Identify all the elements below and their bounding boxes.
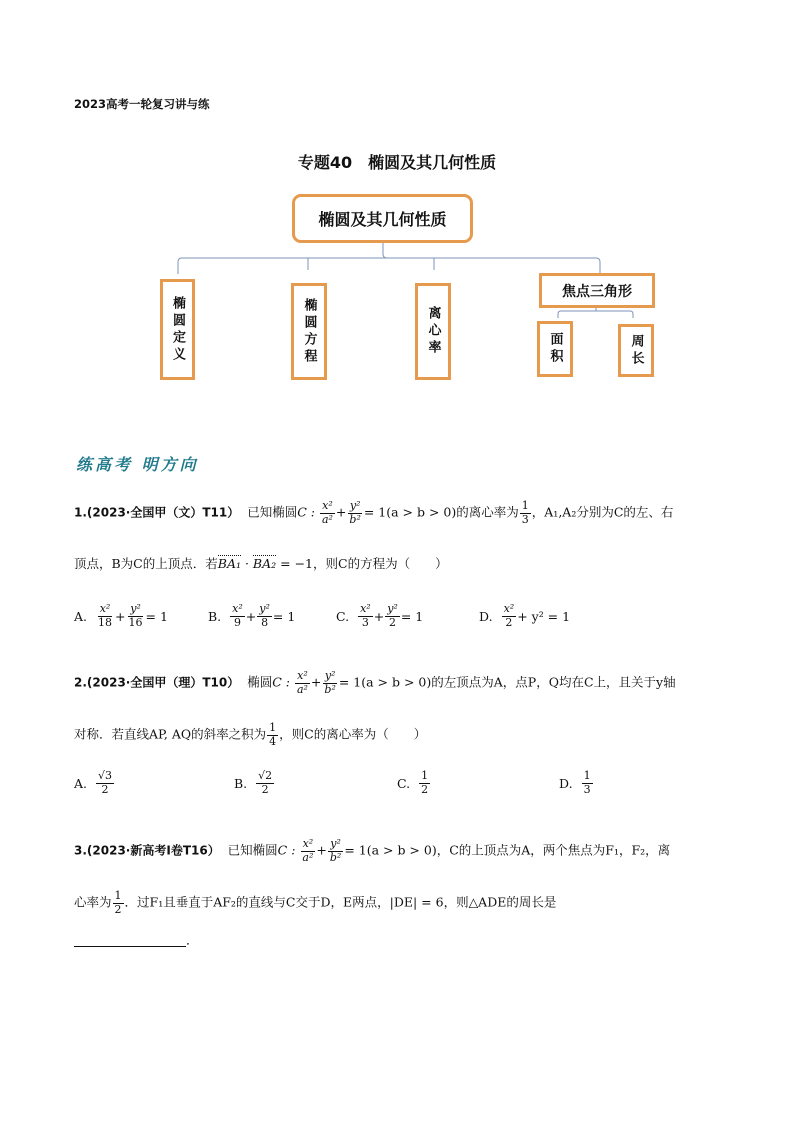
ellipse-tail: = 1(a > b > 0): [344, 842, 437, 858]
eccentricity-fraction: $\frac{1}{2}$: [114, 889, 122, 916]
section-heading: 练高考 明方向: [76, 455, 199, 474]
question-text: = −1，则C的方程为（ ）: [280, 556, 448, 571]
question-text: 的左顶点为A，点P，Q均在C上，且关于y轴: [431, 674, 676, 690]
question-text: 顶点，B为C的上顶点．若: [74, 556, 218, 571]
connector-bracket: [178, 258, 600, 274]
branch-label: 焦点三角形: [562, 283, 632, 300]
fraction: $\frac{\text{x²}}{\text{a²}}$: [302, 837, 314, 864]
question-tag: 1.(2023·全国甲（文）T11）: [74, 505, 240, 520]
option-c[interactable]: C. $\frac{1}{2}$: [397, 769, 429, 796]
fraction: $\frac{\text{x²}}{\text{a²}}$: [296, 669, 308, 696]
question-text: ．: [186, 932, 199, 948]
diagram-branch-equation: [291, 283, 327, 380]
vector-ba2: BA₂: [252, 556, 277, 571]
question-text: ．过F₁且垂直于AF₂的直线与C交于D，E两点，|DE| = 6，则△ADE的周长是: [124, 894, 557, 910]
diagram-root-label: 椭圆及其几何性质: [318, 210, 447, 229]
option-d[interactable]: D. $\frac{1}{3}$: [559, 769, 591, 796]
document-header: 2023高考一轮复习讲与练: [74, 97, 210, 111]
eccentricity-fraction: $\frac{1}{3}$: [521, 499, 529, 526]
diagram-sub-area: [537, 321, 573, 377]
option-b[interactable]: B. $\frac{\text{x²}}{9}$ + $\frac{\text{y²}}{8}$ = 1: [208, 602, 296, 629]
question-text: ，A₁,A₂分别为C的左、右: [531, 504, 674, 520]
ellipse-tail: = 1(a > b > 0): [363, 504, 457, 520]
vector-ba1: BA₁: [217, 556, 241, 571]
page-title: 专题40 椭圆及其几何性质: [297, 153, 497, 172]
question-text: 的离心率为: [456, 504, 519, 520]
slope-fraction: $\frac{1}{4}$: [269, 721, 277, 748]
question-1-options: [74, 603, 734, 639]
question-1-line-2: 顶点，B为C的上顶点．若BA₁ · BA₂ = −1，则C的方程为（ ）: [74, 556, 448, 571]
question-3-line-3: [74, 934, 734, 947]
fraction: $\frac{\text{x²}}{\text{a²}}$: [321, 499, 333, 526]
fraction: $\frac{\text{y²}}{\text{b²}}$: [329, 837, 342, 864]
branch-label: 离心率: [425, 306, 441, 357]
diagram-branch-eccentricity: [415, 283, 451, 380]
ellipse-prefix: C :: [272, 674, 294, 690]
question-text: 对称．若直线AP, AQ的斜率之积为: [74, 726, 267, 742]
question-tag: 2.(2023·全国甲（理）T10）: [74, 675, 240, 690]
question-2-options: [74, 770, 734, 810]
branch-label: 椭圆方程: [301, 297, 317, 366]
question-text: 心率为: [74, 894, 112, 910]
question-2-line-2: [74, 722, 734, 748]
ellipse-prefix: C :: [297, 504, 319, 520]
connector-sub-bracket: [558, 311, 633, 318]
option-a[interactable]: A. $\frac{√3}{2}$: [74, 769, 113, 796]
question-text: 椭圆: [247, 674, 273, 690]
option-b[interactable]: B. $\frac{√2}{2}$: [234, 769, 273, 796]
branch-label: 椭圆定义: [170, 295, 185, 364]
question-3-line-2: [74, 890, 734, 916]
ellipse-prefix: C :: [277, 842, 300, 858]
question-text: 已知椭圆: [227, 842, 278, 858]
answer-blank[interactable]: [74, 934, 186, 947]
fraction: $\frac{\text{y²}}{\text{b²}}$: [324, 669, 336, 696]
ellipse-tail: = 1(a > b > 0): [338, 674, 432, 690]
option-c[interactable]: C. $\frac{\text{x²}}{3}$ + $\frac{\text{y²}}{2}$ = 1: [336, 602, 424, 629]
question-3: 3.(2023·新高考Ⅰ卷T16） 已知椭圆C : $\frac{\text{x²}}{\text{a²}}$ + $\frac{\text{y²}}{\text{b²}}$ = 1(a > b > 0)，C的上顶点为A，两个焦点为F₁，F₂，离: [74, 837, 671, 864]
option-a[interactable]: A. $\frac{\text{x²}}{18}$ + $\frac{\text{y²}}{16}$ = 1: [74, 602, 168, 629]
question-text: ，C的上顶点为A，两个焦点为F₁，F₂，离: [436, 842, 671, 858]
diagram-sub-perimeter: [618, 324, 654, 377]
question-text: ，则C的离心率为（ ）: [279, 726, 427, 742]
question-tag: 3.(2023·新高考Ⅰ卷T16）: [74, 843, 220, 858]
question-1: 1.(2023·全国甲（文）T11） 已知椭圆C : $\frac{\text{x²}}{\text{a²}}$ + $\frac{\text{y²}}{\text{b²}}$ = 1(a > b > 0)的离心率为 $\frac{1}{3}$ ，A₁,A₂分别为C的左、右: [74, 499, 674, 526]
question-2: 2.(2023·全国甲（理）T10） 椭圆C : $\frac{\text{x²}}{\text{a²}}$ + $\frac{\text{y²}}{\text{b²}}$ = 1(a > b > 0)的左顶点为A，点P，Q均在C上，且关于y轴: [74, 669, 676, 696]
connector-root: [383, 242, 387, 258]
diagram-branch-definition: [160, 279, 195, 380]
diagram-branch-focal-triangle: [539, 273, 655, 308]
sub-branch-label: 面积: [547, 332, 563, 366]
diagram-root-box: [292, 194, 473, 243]
option-d[interactable]: D. $\frac{\text{x²}}{2}$ + y² = 1: [479, 602, 571, 629]
fraction: $\frac{\text{y²}}{\text{b²}}$: [349, 499, 361, 526]
question-text: 已知椭圆: [247, 504, 298, 520]
sub-branch-label: 周长: [628, 333, 644, 368]
